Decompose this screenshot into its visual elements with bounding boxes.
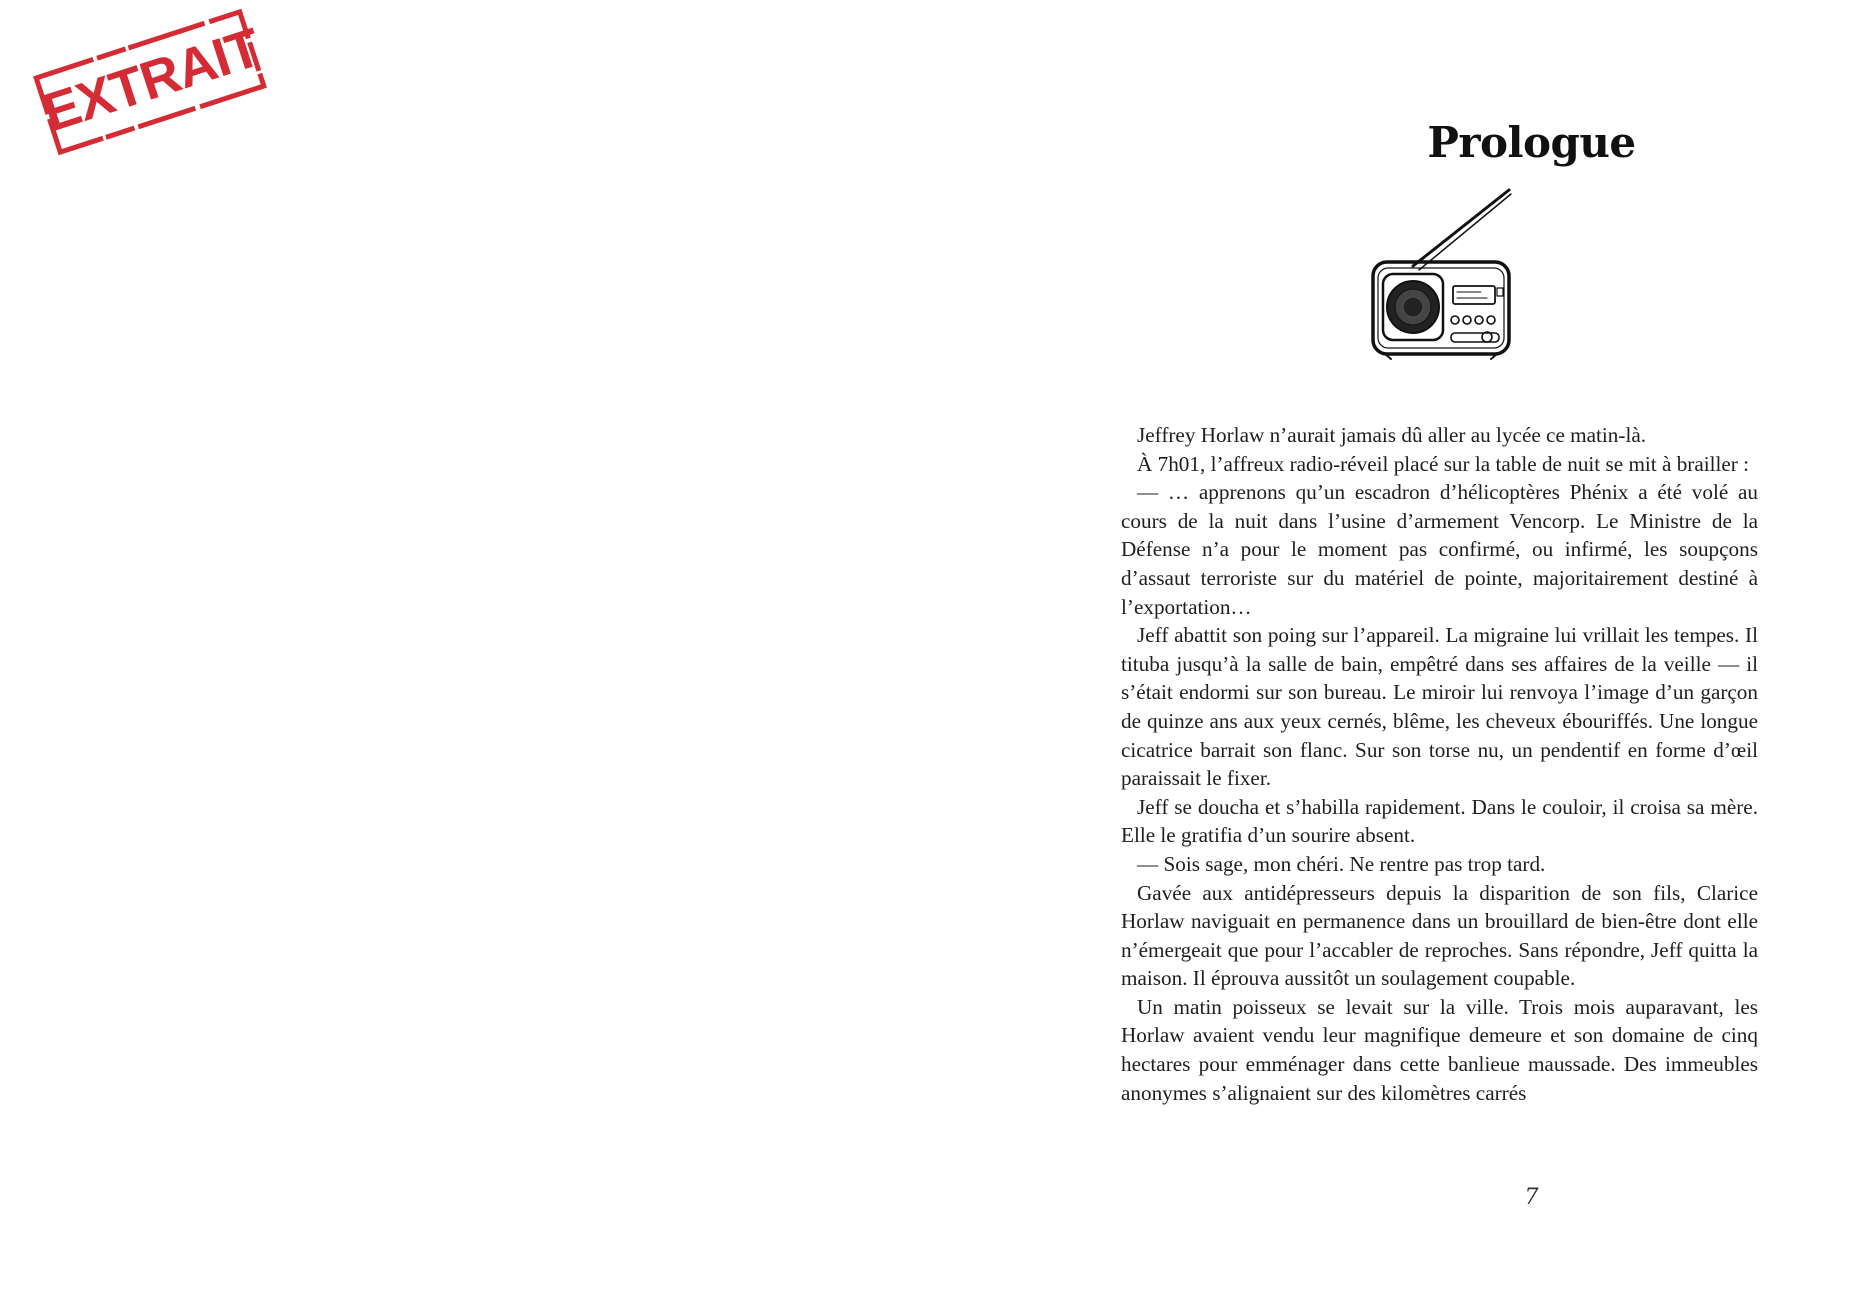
right-page bbox=[933, 0, 1867, 1300]
paragraph: — Sois sage, mon chéri. Ne rentre pas trop tard. bbox=[1137, 851, 1546, 876]
left-page bbox=[0, 0, 933, 1300]
paragraph: Gavée aux antidépresseurs depuis la disparition de son fils, Clarice Horlaw naviguait en permanence dans un brouillard de bien-être dont elle n’émergeait que pour l’accabler de reproches. Sans répondre, Jeff quitta la maison. Il éprouva aussitôt un soulagement coupable. bbox=[1121, 880, 1758, 991]
prologue-text bbox=[1121, 421, 1758, 1107]
radio-icon bbox=[1361, 182, 1521, 362]
paragraph: Jeff abattit son poing sur l’appareil. La migraine lui vrillait les tempes. Il tituba jusqu’à la salle de bain, empêtré dans ses affaires de la veille — il s’était endormi sur son bureau. Le miroir lui renvoya l’image d’un garçon de quinze ans aux yeux cernés, blême, les cheveux ébouriffés. Une longue cicatrice barrait son flanc. Sur son torse nu, un pendentif en forme d’œil paraissait le fixer. bbox=[1121, 623, 1758, 791]
paragraph: Jeff se doucha et s’habilla rapidement. Dans le couloir, il croisa sa mère. Elle le gratifia d’un sourire absent. bbox=[1121, 794, 1758, 848]
paragraph: Un matin poisseux se levait sur la ville. Trois mois auparavant, les Horlaw avaient vendu leur magnifique demeure et son domaine de cinq hectares pour emménager dans cette banlieue maussade. Des immeubles anonymes s’alignaient sur des kilomètres carrés bbox=[1121, 994, 1758, 1105]
paragraph: — … apprenons qu’un escadron d’hélicoptères Phénix a été volé au cours de la nuit dans l’usine d’armement Vencorp. Le Ministre de la Défense n’a pour le moment pas confirmé, ou infirmé, les soupçons d’assaut terroriste sur du matériel de pointe, majoritairement destiné à l’exportation… bbox=[1121, 480, 1758, 619]
page-number: 7 bbox=[1524, 1185, 1539, 1210]
extrait-stamp bbox=[32, 8, 267, 156]
stamp-text: EXTRAIT bbox=[35, 17, 268, 144]
paragraph: À 7h01, l’affreux radio-réveil placé sur la table de nuit se mit à brailler : bbox=[1137, 451, 1750, 476]
chapter-title: Prologue bbox=[1427, 118, 1636, 167]
paragraph: Jeffrey Horlaw n’aurait jamais dû aller au lycée ce matin-là. bbox=[1137, 423, 1647, 447]
